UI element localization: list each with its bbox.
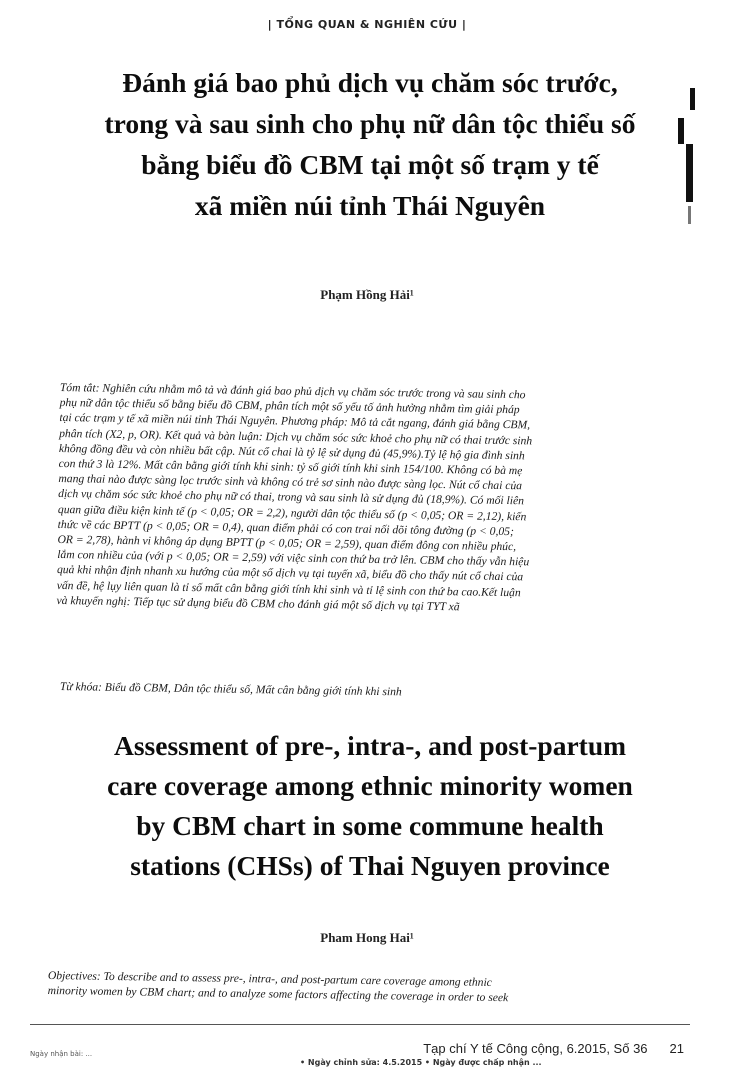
journal-citation: Tạp chí Y tế Công cộng, 6.2015, Số 36 — [423, 1041, 648, 1056]
abstract-line: không đồng đều và còn nhiều bất cập. Nút cổ chai là tỷ lệ sử dụng đủ (45,9%).Tỷ lệ hộ gia đình sinh — [58, 441, 525, 463]
abstract-line: tại các trạm y tế xã miền núi tỉnh Thái Nguyên. Phương pháp: Mô tả cắt ngang, đánh giá bằng CBM, — [59, 411, 531, 432]
title-line: trong và sau sinh cho phụ nữ dân tộc thiểu số — [104, 108, 636, 139]
abstract-line: lắm con nhiều của (với p < 0,05; OR = 2,59) với việc sinh con thứ ba trở lên. CBM cho thấy vẫn hiệu — [57, 548, 530, 569]
page-number: 21 — [669, 1041, 684, 1056]
abstract-line: phụ nữ dân tộc thiểu số bằng biểu đồ CBM, phân tích một số yếu tố ảnh hưởng nhằm tìm giải pháp — [59, 396, 520, 417]
journal-footer — [423, 1041, 684, 1056]
abstract-line: quan giữa điều kiện kinh tế (p < 0,05; OR = 2,2), người dân tộc thiểu số (p < 0,05; OR = 2,12), kiến — [57, 502, 527, 523]
abstract-line: thức về các BPTT (p < 0,05; OR = 0,4), quan điểm phải có con trai nối dõi tông đường (p < 0,05; — [57, 517, 514, 538]
abstract-vietnamese — [56, 380, 680, 618]
abstract-line: và khuyến nghị: Tiếp tục sử dụng biểu đồ CBM cho đánh giá một số dịch vụ tại TYT xã — [56, 593, 460, 614]
author-name-english: Pham Hong Hai¹ — [320, 930, 414, 945]
article-title-vietnamese — [60, 62, 680, 226]
author-name-vietnamese: Phạm Hồng Hải¹ — [320, 287, 414, 302]
abstract-line: vấn đề, hệ lụy liên quan là tỉ số mất cân bằng giới tính khi sinh và tỉ lệ sinh con thứ ba cao.Kết luận — [56, 578, 521, 599]
abstract-line: Tóm tắt: Nghiên cứu nhằm mô tả và đánh giá bao phủ dịch vụ chăm sóc trước trong và sau sinh cho — [59, 380, 526, 402]
footnote-dates: • Ngày chỉnh sửa: 4.5.2015 • Ngày được chấp nhận ... — [300, 1058, 542, 1067]
scan-edge-bar — [690, 88, 695, 110]
abstract-english — [48, 968, 688, 1008]
footnote-received: Ngày nhận bài: ... — [30, 1050, 93, 1058]
abstract-line: con thứ 3 là 12%. Mất cân bằng giới tính khi sinh: tỷ số giới tính khi sinh 154/100. Không có bà mẹ — [58, 457, 523, 478]
abstract-line: minority women by CBM chart; and to analyze some factors affecting the coverage in order to seek — [47, 983, 509, 1005]
article-title-english — [30, 726, 710, 886]
scan-edge-bar — [686, 144, 693, 202]
title-line: Assessment of pre-, intra-, and post-partum — [113, 730, 627, 761]
abstract-line: mang thai nào được sàng lọc trước sinh và không có trẻ sơ sinh nào được sàng lọc. Nút cổ chai của — [58, 472, 523, 493]
title-line: Đánh giá bao phủ dịch vụ chăm sóc trước, — [122, 67, 618, 98]
abstract-line: quả khi nhận định nhanh xu hướng của một số dịch vụ tại tuyến xã, biểu đồ cho thấy nút cổ chai của — [56, 563, 524, 584]
footer-divider — [30, 1024, 690, 1025]
title-line: care coverage among ethnic minority women — [107, 770, 633, 801]
abstract-line: OR = 2,78), hành vi không áp dụng BPTT (p < 0,05; OR = 2,59), quan điểm đông con nhiều phúc, — [57, 533, 517, 554]
section-header: | TỔNG QUAN & NGHIÊN CỨU | — [267, 18, 467, 31]
abstract-line: Objectives: To describe and to assess pre-, intra-, and post-partum care coverage among ethnic — [47, 968, 492, 989]
title-line: bằng biểu đồ CBM tại một số trạm y tế — [141, 149, 599, 180]
abstract-line: dịch vụ chăm sóc sức khoẻ cho phụ nữ có thai, trong và sau sinh là sử dụng đủ (18,9%). Có mối liên — [58, 487, 525, 508]
keywords-vietnamese: Từ khóa: Biểu đồ CBM, Dân tộc thiểu số, Mất cân bằng giới tính khi sinh — [59, 680, 402, 699]
title-line: stations (CHSs) of Thai Nguyen province — [130, 850, 610, 881]
title-line: by CBM chart in some commune health — [136, 810, 604, 841]
title-line: xã miền núi tỉnh Thái Nguyên — [194, 190, 546, 221]
abstract-line: phân tích (X2, p, OR). Kết quả và bàn luận: Dịch vụ chăm sóc sức khoẻ cho phụ nữ có thai trước sinh — [59, 426, 533, 448]
scan-edge-bar — [688, 206, 691, 224]
